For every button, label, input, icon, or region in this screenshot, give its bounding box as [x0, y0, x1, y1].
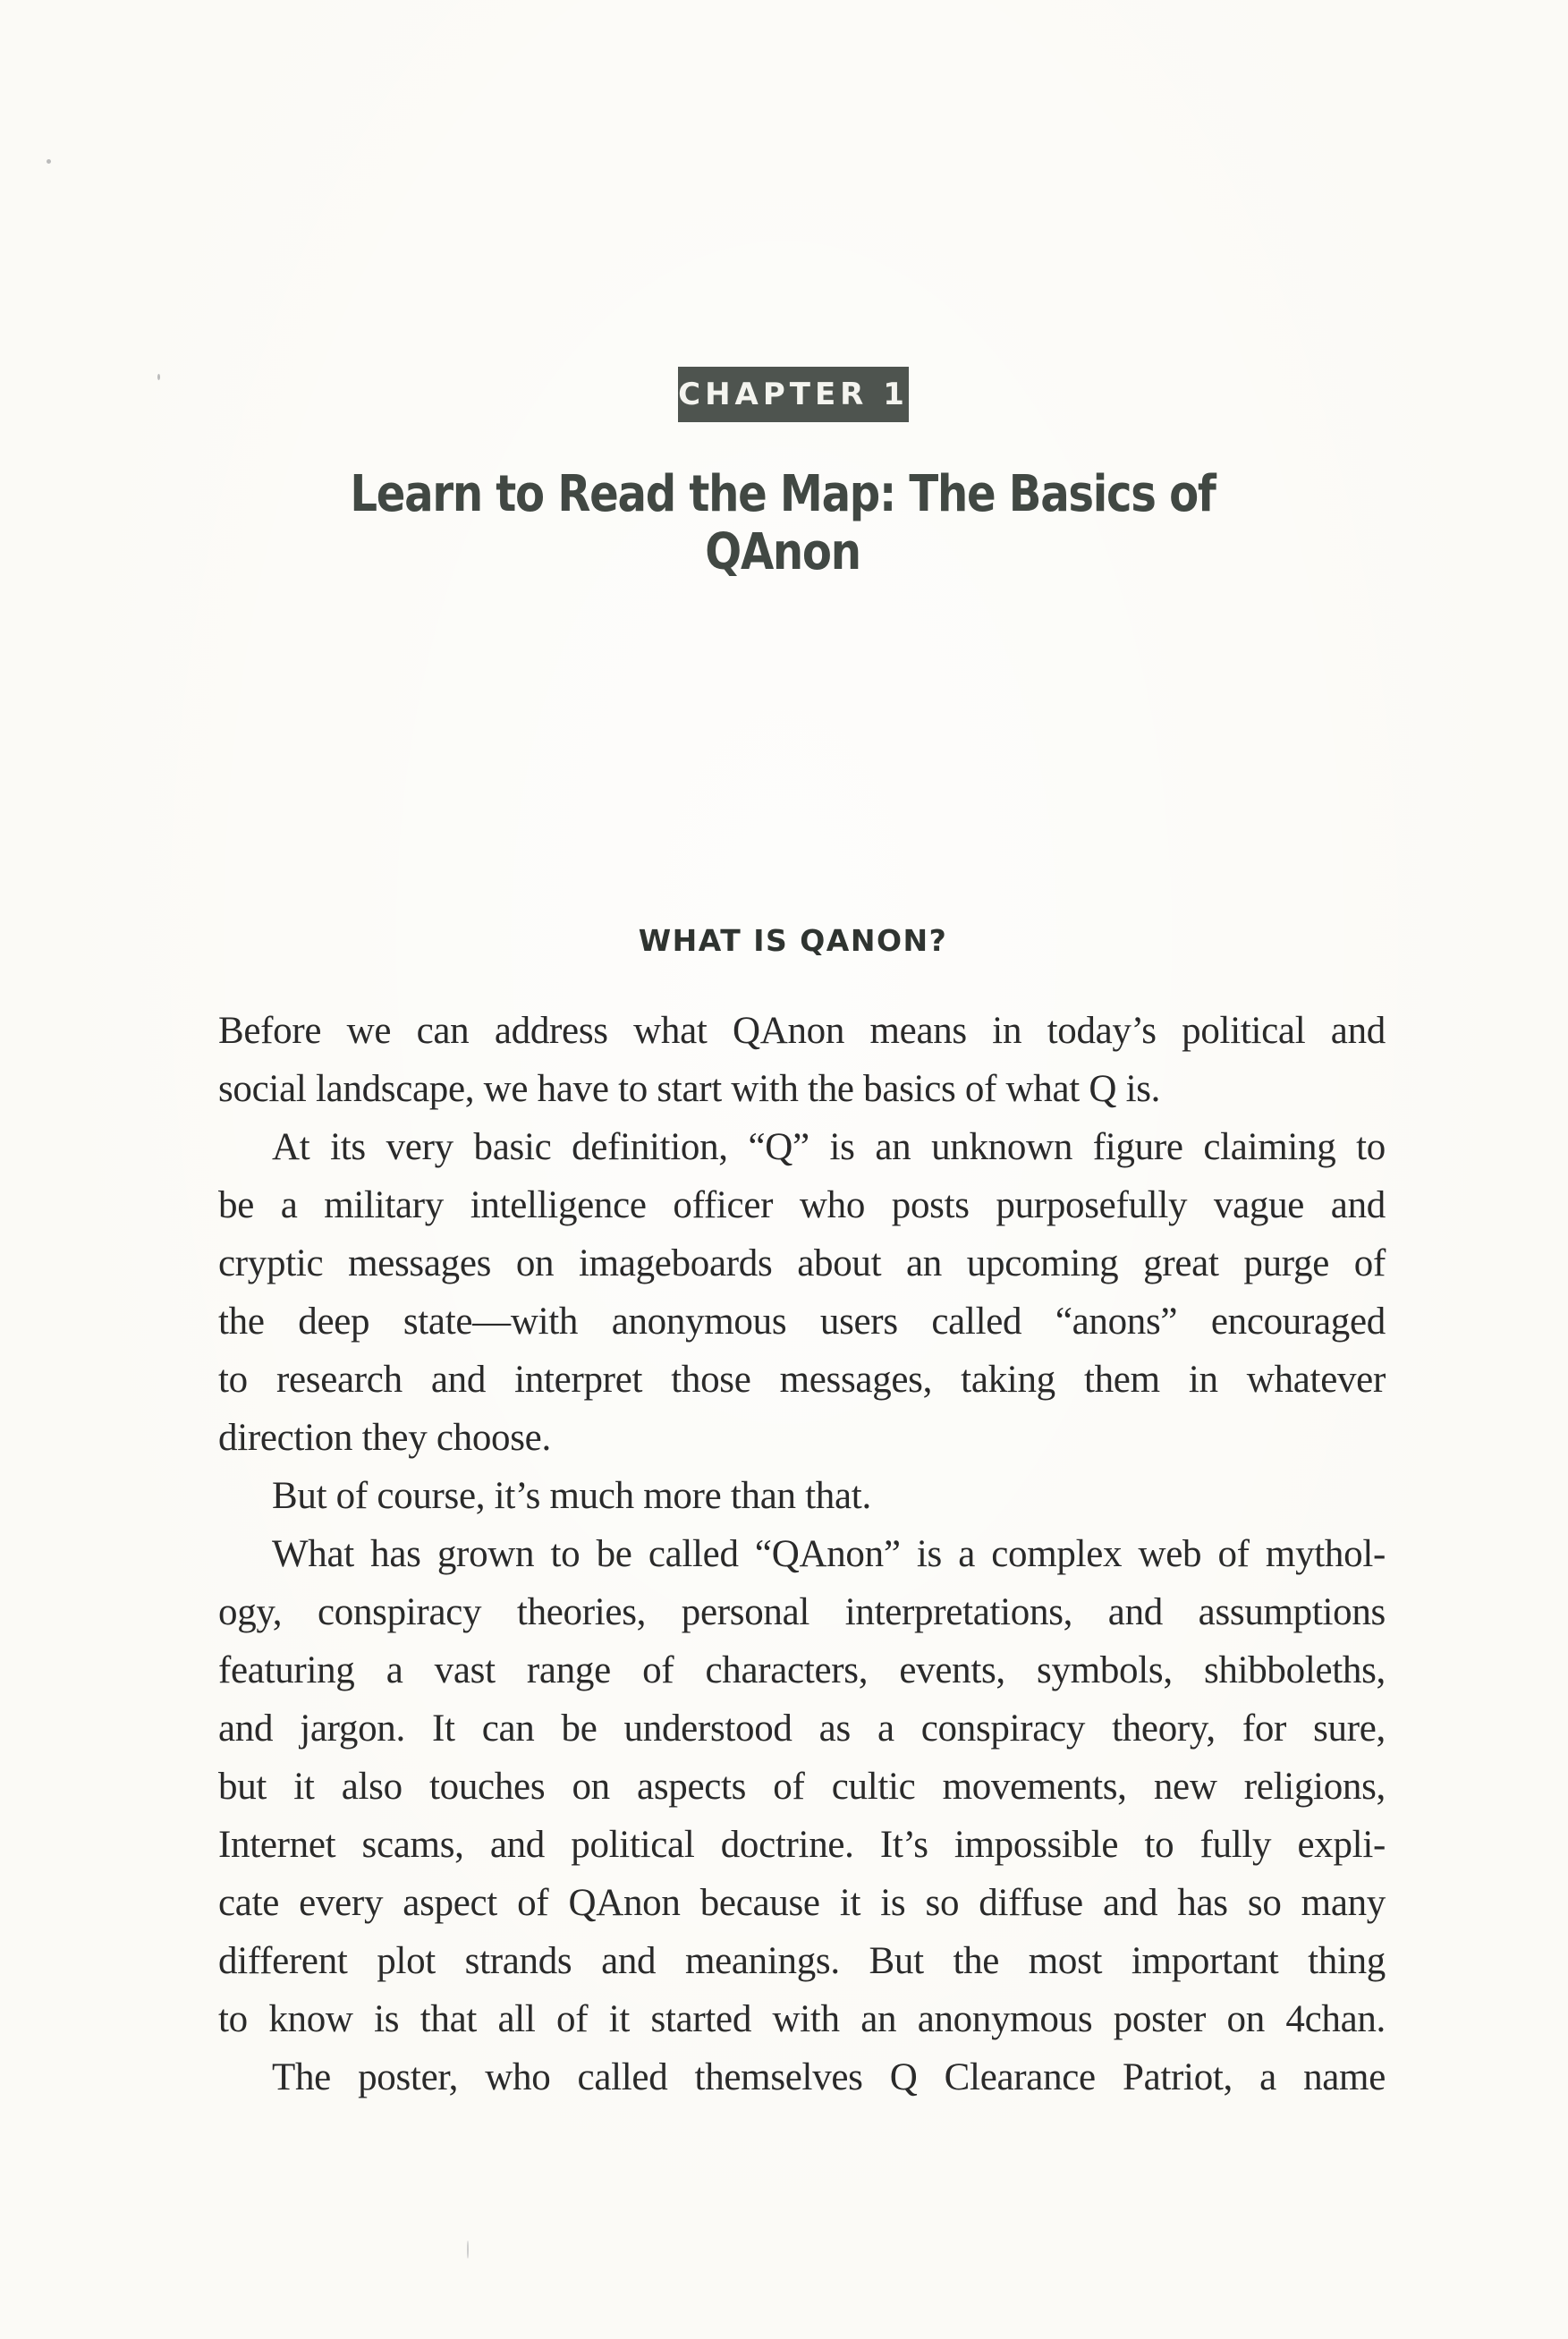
text-line: Before we can address what QAnon means in today’s political and	[218, 1010, 1386, 1052]
text-line: Internet scams, and political doctrine. It’s impossible to fully expli-	[218, 1824, 1386, 1866]
text-line: and jargon. It can be understood as a conspiracy theory, for sure,	[218, 1708, 1386, 1750]
text-line: What has grown to be called “QAnon” is a complex web of mythol-	[272, 1533, 1386, 1575]
chapter-title: Learn to Read the Map: The Basics of QAnon	[350, 465, 1216, 581]
text-line: cate every aspect of QAnon because it is so diffuse and has so many	[218, 1882, 1386, 1924]
text-line: be a military intelligence officer who posts purposefully vague and	[218, 1184, 1386, 1226]
body-text	[218, 1002, 1386, 2106]
text-line: social landscape, we have to start with the basics of what Q is.	[218, 1068, 1161, 1110]
text-line: direction they choose.	[218, 1417, 551, 1459]
text-line: to know is that all of it started with an anonymous poster on 4chan.	[218, 1998, 1386, 2040]
text-line: At its very basic definition, “Q” is an unknown figure claiming to	[272, 1126, 1386, 1168]
scan-speck	[157, 374, 160, 380]
text-line: But of course, it’s much more than that.	[272, 1475, 871, 1517]
scan-speck	[47, 159, 51, 164]
scan-speck	[467, 2241, 469, 2258]
text-line: cryptic messages on imageboards about an upcoming great purge of	[218, 1242, 1386, 1284]
text-line: the deep state—with anonymous users called “anons” encouraged	[218, 1301, 1386, 1343]
text-line: different plot strands and meanings. But the most important thing	[218, 1940, 1386, 1982]
text-line: but it also touches on aspects of cultic movements, new religions,	[218, 1766, 1386, 1808]
text-line: The poster, who called themselves Q Clearance Patriot, a name	[272, 2056, 1386, 2098]
text-line: featuring a vast range of characters, events, symbols, shibboleths,	[218, 1649, 1386, 1691]
section-heading: WHAT IS QANON?	[638, 923, 948, 958]
text-line: to research and interpret those messages, taking them in whatever	[218, 1359, 1386, 1401]
chapter-label: CHAPTER 1	[678, 367, 909, 422]
text-line: ogy, conspiracy theories, personal interpretations, and assumptions	[218, 1591, 1386, 1633]
